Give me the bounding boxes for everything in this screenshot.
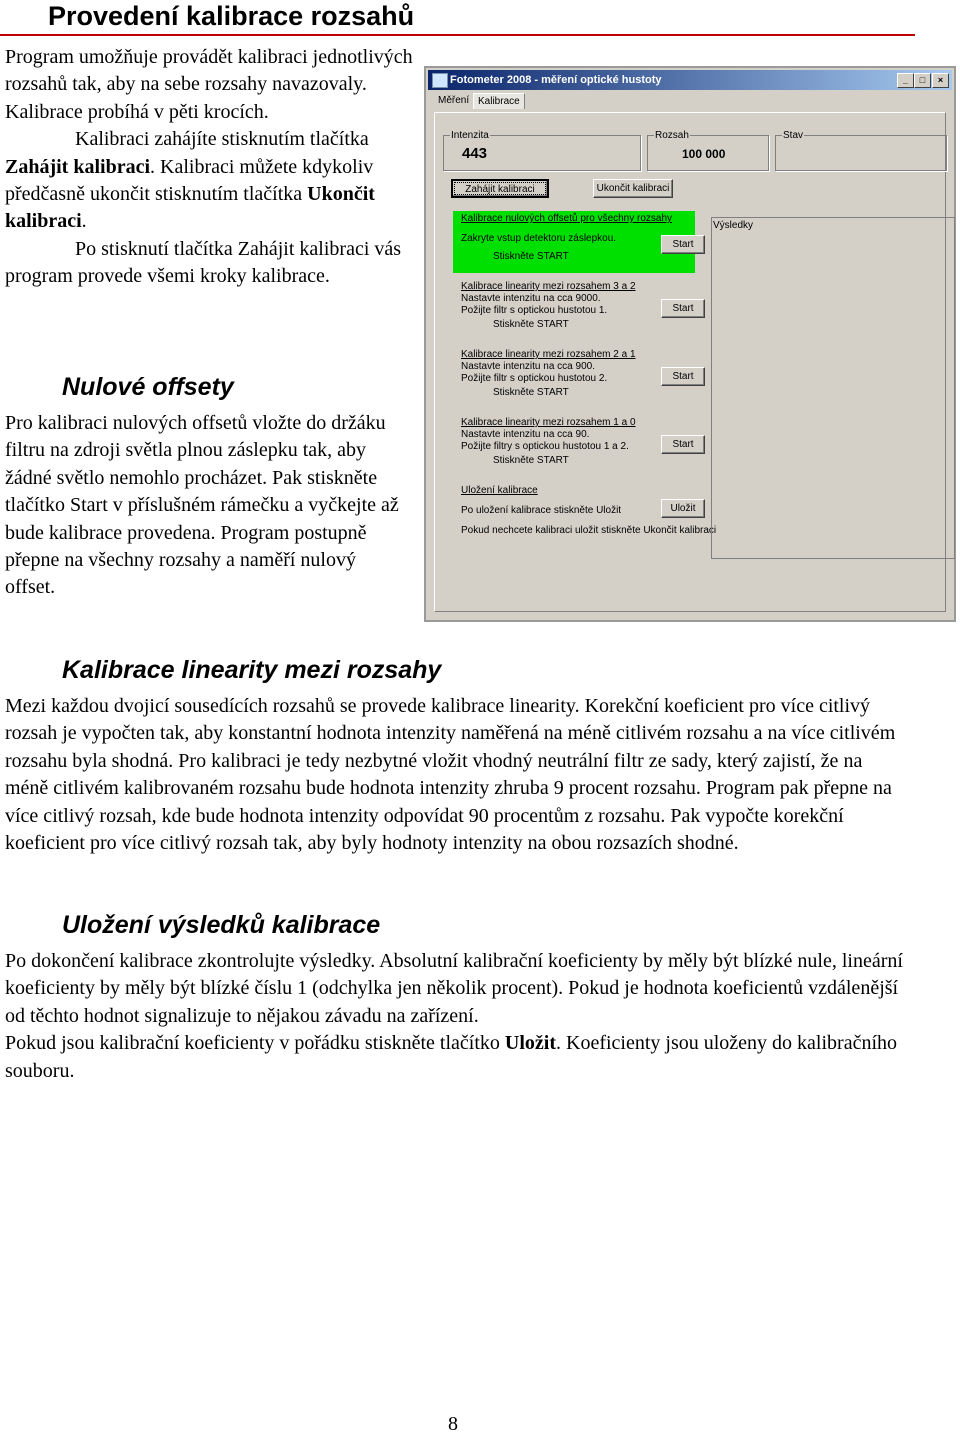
menu-bar: [428, 92, 952, 112]
step-instruction: Pokud nechcete kalibraci uložit stiskněte Ukončit kalibraci: [461, 525, 717, 536]
zahajit-kalibraci-button[interactable]: Zahájit kalibraci: [451, 179, 549, 198]
step1-start-button[interactable]: Start: [661, 235, 705, 254]
ukoncit-kalibraci-button[interactable]: Ukončit kalibraci: [593, 179, 673, 198]
step-linearita-3-2: [453, 281, 695, 339]
step-instruction: Požijte filtry s optickou hustotou 1 a 2.: [461, 441, 629, 452]
intro-text: [5, 44, 420, 291]
heading-nulove-offsety: Nulové offsety: [62, 373, 234, 401]
rozsah-group: [647, 130, 769, 171]
ulozeni-p1: Po dokončení kalibrace zkontrolujte výsledky. Absolutní kalibrační koeficienty by měly být blízké nule, lineární koeficienty by měly být blízké číslu 1 (odchylka jen několik procent). Pokud je hodnota koeficientů vzdálenější od těchto hodnot signalizuje to nějakou závadu na zařízení.: [5, 950, 903, 1027]
title-rule: [0, 34, 915, 36]
title-bar: [428, 70, 952, 90]
nulove-offsety-text: Pro kalibraci nulových offsetů vložte do držáku filtru na zdroji světla plnou záslepku tak, aby žádné světlo nemohlo procházet. Pak stiskněte tlačítko Start v příslušném rámečku a vyčkejte až bude kalibrace provedena. Program postupně přepne na všechny rozsahy a naměří nulový offset.: [5, 412, 399, 599]
vysledky-group: [711, 217, 955, 559]
heading-kalibrace-linearity: Kalibrace linearity mezi rozsahy: [62, 656, 442, 684]
intro-p3: Po stisknutí tlačítka Zahájit kalibraci vás program provede všemi kroky kalibrace.: [5, 237, 402, 288]
step2-start-button[interactable]: Start: [661, 299, 705, 318]
intenzita-label: Intenzita: [451, 130, 489, 141]
close-icon[interactable]: ×: [932, 73, 949, 88]
step3-start-button[interactable]: Start: [661, 367, 705, 386]
heading-ulozeni: Uložení výsledků kalibrace: [62, 911, 381, 939]
step-title: Kalibrace linearity mezi rozsahem 3 a 2: [461, 281, 636, 292]
stav-label: Stav: [783, 130, 804, 141]
step-title: Kalibrace linearity mezi rozsahem 2 a 1: [461, 349, 636, 360]
rozsah-label: Rozsah: [655, 130, 689, 141]
step-instruction: Po uložení kalibrace stiskněte Uložit: [461, 505, 622, 516]
step-instruction: Nastavte intenzitu na cca 90.: [461, 429, 590, 440]
page-number: 8: [448, 1413, 458, 1435]
stav-group: [775, 130, 947, 171]
rozsah-value: 100 000: [682, 147, 726, 161]
intro-p1: Program umožňuje provádět kalibraci jednotlivých rozsahů tak, aby na sebe rozsahy navazovaly. Kalibrace probíhá v pěti krocích.: [5, 46, 413, 123]
linearity-text: Mezi každou dvojicí sousedících rozsahů se provede kalibrace linearity. Korekční koeficient pro více citlivý rozsah je vypočten tak, aby konstantní hodnota intenzity naměřená na méně citlivém rozsahu a na více citlivém rozsahu byla shodná. Pro kalibraci je tedy nezbytné vložit vhodný neutrální filtr ze sady, který zajistí, že na méně citlivém kalibrovaném rozsahu bude hodnota intenzity zhruba 9 procent rozsahu. Program pak přepne na více citlivý rozsah, kde bude hodnota intenzity odpovídat 90 procentům z rozsahu. Pak vypočte korekční koeficient pro více citlivý rozsah tak, aby byly hodnoty intenzity na obou rozsazích shodné.: [5, 695, 896, 855]
tab-kalibrace[interactable]: Kalibrace: [473, 93, 525, 109]
intro-p2: Kalibraci zahájíte stisknutím tlačítka Zahájit kalibraci. Kalibraci můžete kdykoliv předčasně ukončit stisknutím tlačítka Ukončit kalibraci.: [5, 128, 375, 233]
step-title: Kalibrace nulových offsetů pro všechny rozsahy: [461, 213, 673, 224]
step-nulove-offsety: [453, 211, 695, 273]
maximize-icon[interactable]: □: [914, 73, 931, 88]
vysledky-label: Výsledky: [713, 220, 754, 231]
step4-start-button[interactable]: Start: [661, 435, 705, 454]
minimize-icon[interactable]: _: [897, 73, 914, 88]
step-instruction: Požijte filtr s optickou hustotou 2.: [461, 373, 608, 384]
step-instruction: Nastavte intenzitu na cca 9000.: [461, 293, 601, 304]
tab-mereni[interactable]: Měření: [438, 95, 470, 106]
ulozeni-text: [5, 948, 910, 1085]
step-instruction: Stiskněte START: [493, 319, 569, 330]
kalibrace-panel: [434, 112, 946, 612]
step-title: Kalibrace linearity mezi rozsahem 1 a 0: [461, 417, 636, 428]
window-title: Fotometer 2008 - měření optické hustoty: [450, 74, 662, 86]
step-linearita-1-0: [453, 417, 695, 475]
page-title: Provedení kalibrace rozsahů: [48, 1, 415, 31]
app-window: [424, 66, 956, 622]
step-instruction: Zakryte vstup detektoru záslepkou.: [461, 233, 617, 244]
intenzita-value: 443: [462, 145, 488, 162]
step-instruction: Stiskněte START: [493, 387, 569, 398]
step-ulozeni: [453, 485, 717, 541]
step-instruction: Nastavte intenzitu na cca 900.: [461, 361, 595, 372]
intenzita-group: [443, 130, 641, 171]
step-title: Uložení kalibrace: [461, 485, 538, 496]
ulozeni-p2: Pokud jsou kalibrační koeficienty v pořádku stiskněte tlačítko Uložit. Koeficienty jsou uloženy do kalibračního souboru.: [5, 1032, 898, 1082]
app-icon: [432, 73, 448, 88]
step-instruction: Stiskněte START: [493, 455, 569, 466]
step-linearita-2-1: [453, 349, 695, 407]
ulozit-button[interactable]: Uložit: [661, 499, 705, 518]
step-instruction: Stiskněte START: [493, 251, 569, 262]
step-instruction: Požijte filtr s optickou hustotou 1.: [461, 305, 608, 316]
